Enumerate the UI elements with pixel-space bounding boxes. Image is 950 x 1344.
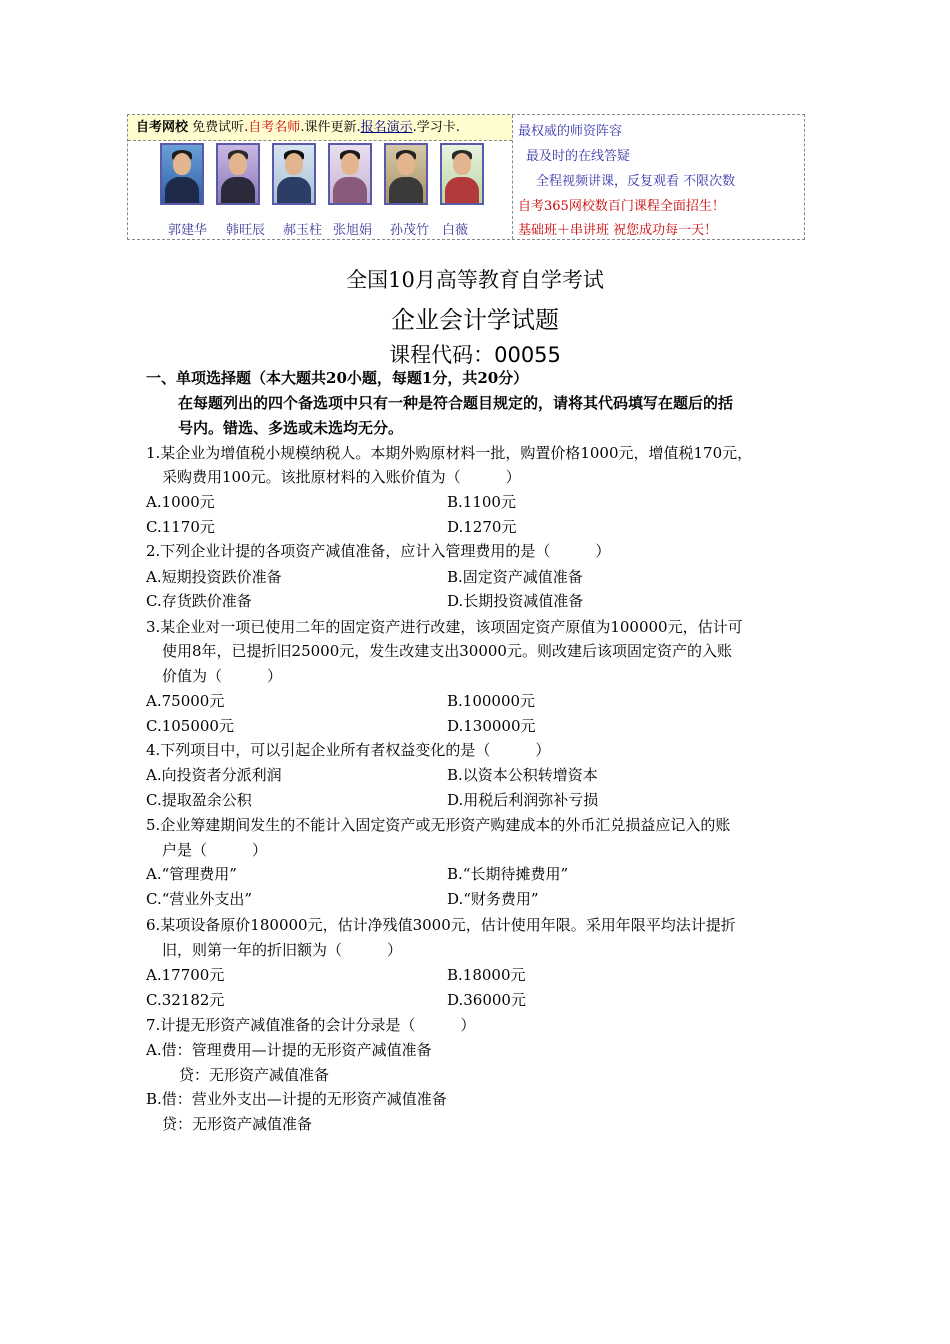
section-instruction: 在每题列出的四个备选项中只有一种是符合题目规定的，请将其代码填写在题后的括 <box>178 394 734 412</box>
free-trial-link[interactable]: 免费试听. <box>192 120 249 135</box>
banner-left-panel <box>128 115 513 239</box>
option: A.“管理费用” <box>146 865 237 883</box>
option: A.向投资者分派利润 <box>146 766 282 784</box>
brand-link[interactable]: 自考网校 <box>136 120 189 135</box>
signup-demo-link[interactable]: 报名演示 <box>360 120 413 135</box>
option: B.18000元 <box>447 966 526 984</box>
banner-topbar <box>128 115 512 141</box>
course-code: 课程代码：00055 <box>389 343 561 367</box>
question-stem: 5.企业筹建期间发生的不能计入固定资产或无形资产购建成本的外币汇兑损益应记入的账 <box>146 816 731 834</box>
option: C.“营业外支出” <box>146 890 253 908</box>
option: A.短期投资跌价准备 <box>146 568 282 586</box>
option: D.“财务费用” <box>447 890 539 908</box>
question-stem: 3.某企业对一项已使用二年的固定资产进行改建，该项固定资产原值为100000元，估计可 <box>146 618 743 636</box>
teacher-photo[interactable] <box>160 143 204 205</box>
option: B.“长期待摊费用” <box>447 865 569 883</box>
option-credit: 贷：无形资产减值准备 <box>162 1115 313 1133</box>
option: B.以资本公积转增资本 <box>447 766 598 784</box>
option: A.75000元 <box>146 692 225 710</box>
teacher-name[interactable]: 郝玉柱 <box>283 223 323 238</box>
option: D.长期投资减值准备 <box>447 592 584 610</box>
option: D.130000元 <box>447 717 536 735</box>
option: A.1000元 <box>146 493 215 511</box>
courseware-update-link[interactable]: .课件更新. <box>300 120 361 135</box>
teacher-name[interactable]: 韩旺辰 <box>226 223 266 238</box>
question-stem: 户是（ ） <box>162 841 268 859</box>
banner-slogan[interactable]: 最权威的师资阵容 <box>518 124 623 139</box>
question-stem: 价值为（ ） <box>162 667 283 685</box>
option: C.提取盈余公积 <box>146 791 252 809</box>
ad-banner <box>127 114 805 240</box>
teacher-photo[interactable] <box>216 143 260 205</box>
option: B.100000元 <box>447 692 536 710</box>
question-stem: 旧，则第一年的折旧额为（ ） <box>162 941 403 959</box>
question-stem: 4.下列项目中，可以引起企业所有者权益变化的是（ ） <box>146 741 551 759</box>
option: C.105000元 <box>146 717 234 735</box>
option: D.用税后利润弥补亏损 <box>447 791 599 809</box>
option-credit: 贷：无形资产减值准备 <box>179 1066 330 1084</box>
question-stem: 7.计提无形资产减值准备的会计分录是（ ） <box>146 1016 476 1034</box>
teacher-photo[interactable] <box>328 143 372 205</box>
banner-right-panel <box>512 115 804 239</box>
option: A.借：管理费用—计提的无形资产减值准备 <box>146 1041 432 1059</box>
option: D.1270元 <box>447 518 517 536</box>
teacher-name[interactable]: 孙茂竹 <box>390 223 430 238</box>
famous-teachers-link[interactable]: 自考名师 <box>248 120 301 135</box>
section-instruction: 号内。错选、多选或未选均无分。 <box>178 419 404 437</box>
question-stem: 采购费用100元。该批原材料的入账价值为（ ） <box>162 468 521 486</box>
question-stem: 2.下列企业计提的各项资产减值准备，应计入管理费用的是（ ） <box>146 542 611 560</box>
teacher-name[interactable]: 白薇 <box>442 223 469 238</box>
teacher-photo[interactable] <box>272 143 316 205</box>
exam-title: 全国10月高等教育自学考试 <box>346 268 604 292</box>
banner-slogan[interactable]: 全程视频讲课，反复观看 不限次数 <box>536 174 736 189</box>
teacher-photo[interactable] <box>440 143 484 205</box>
option: B.借：营业外支出—计提的无形资产减值准备 <box>146 1090 447 1108</box>
option: C.1170元 <box>146 518 215 536</box>
banner-slogan[interactable]: 基础班＋串讲班 祝您成功每一天！ <box>518 223 718 238</box>
option: D.36000元 <box>447 991 526 1009</box>
question-stem: 使用8年，已提折旧25000元，发生改建支出30000元。则改建后该项固定资产的入账 <box>162 642 732 660</box>
teacher-photo[interactable] <box>384 143 428 205</box>
option: C.32182元 <box>146 991 225 1009</box>
teacher-name[interactable]: 郭建华 <box>168 223 208 238</box>
teacher-names <box>128 219 512 239</box>
banner-slogan[interactable]: 自考365网校数百门课程全面招生！ <box>518 199 725 214</box>
question-stem: 6.某项设备原价180000元，估计净残值3000元，估计使用年限。采用年限平均法计提折 <box>146 916 736 934</box>
option: B.1100元 <box>447 493 516 511</box>
option: B.固定资产减值准备 <box>447 568 583 586</box>
subject-title: 企业会计学试题 <box>391 306 559 334</box>
option: C.存货跌价准备 <box>146 592 252 610</box>
banner-slogan[interactable]: 最及时的在线答疑 <box>526 149 631 164</box>
option: A.17700元 <box>146 966 225 984</box>
question-stem: 1.某企业为增值税小规模纳税人。本期外购原材料一批，购置价格1000元，增值税170元， <box>146 444 753 462</box>
teacher-name[interactable]: 张旭娟 <box>333 223 373 238</box>
study-card-link[interactable]: .学习卡. <box>412 120 460 135</box>
section-heading: 一、单项选择题（本大题共20小题，每题1分，共20分） <box>146 369 529 387</box>
